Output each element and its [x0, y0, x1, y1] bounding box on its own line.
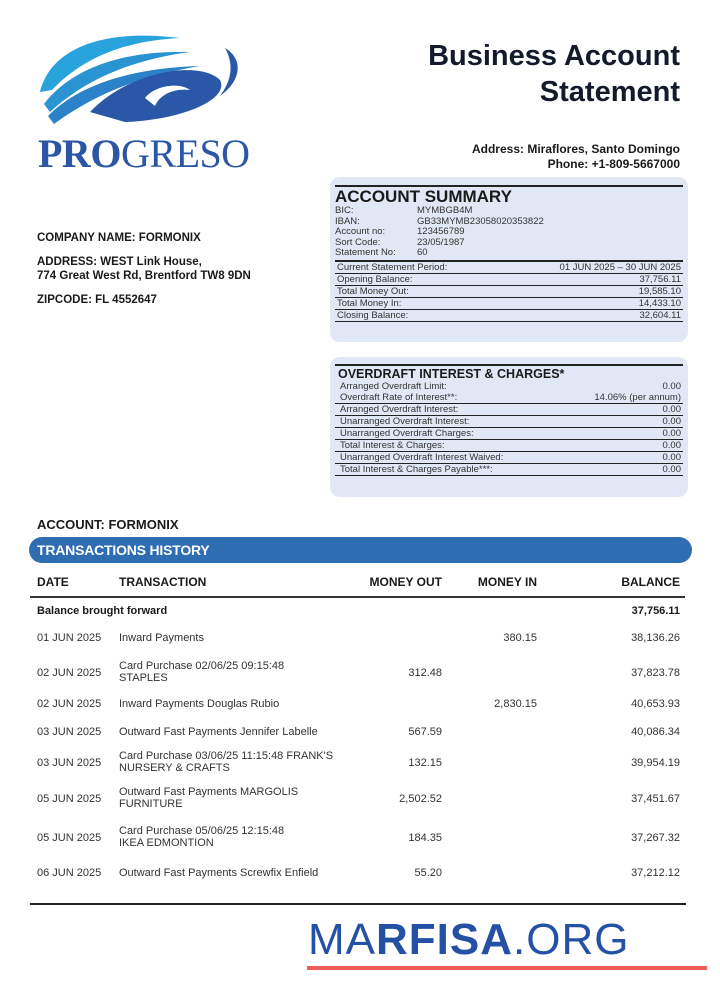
- transactions-history-header: [29, 537, 692, 563]
- transactions-table-header: [37, 575, 680, 593]
- company-address: [37, 255, 251, 283]
- summary-row-closing-balance: Closing Balance: 32,604.11: [337, 309, 681, 321]
- detail-sort-code: Sort Code: 23/05/1987: [335, 236, 465, 248]
- overdraft-row-waived: Unarranged Overdraft Interest Waived: 0.00: [335, 452, 683, 464]
- bank-name: PROGRESO: [38, 131, 250, 176]
- title-line-1: Business Account: [428, 40, 680, 72]
- col-money-out: MONEY OUT: [369, 575, 442, 589]
- account-label: ACCOUNT: FORMONIX: [37, 517, 179, 532]
- watermark-underline: [307, 966, 707, 970]
- bank-phone: Phone: +1-809-5667000: [547, 157, 680, 171]
- summary-row-money-in: Total Money In: 14,433.10: [337, 297, 681, 309]
- bank-address: Address: Miraflores, Santo Domingo: [471, 142, 680, 156]
- col-balance: BALANCE: [621, 575, 680, 589]
- overdraft-row-arranged-interest: Arranged Overdraft Interest: 0.00: [335, 404, 683, 416]
- detail-account-no: Account no: 123456789: [335, 226, 465, 237]
- table-bottom-divider: [30, 903, 686, 905]
- col-transaction: TRANSACTION: [119, 575, 207, 589]
- company-info: [37, 231, 251, 307]
- account-summary-panel: [330, 177, 688, 342]
- company-name: COMPANY NAME: FORMONIX: [37, 232, 201, 244]
- account-summary-title: ACCOUNT SUMMARY: [335, 185, 683, 206]
- col-date: DATE: [37, 575, 69, 589]
- bank-contact: [472, 142, 680, 172]
- transactions-history-title: TRANSACTIONS HISTORY: [37, 542, 210, 558]
- detail-statement-no: Statement No: 60: [335, 247, 428, 258]
- company-address-line-1: ADDRESS: WEST Link House,: [37, 256, 202, 268]
- col-money-in: MONEY IN: [477, 575, 537, 589]
- company-address-line-2: 774 Great West Rd, Brentford TW8 9DN: [37, 270, 251, 282]
- watermark-text: MARFISA.ORG: [308, 915, 630, 964]
- overdraft-row-unarranged-charges: Unarranged Overdraft Charges: 0.00: [335, 428, 683, 440]
- document-title: [428, 38, 680, 110]
- overdraft-title: OVERDRAFT INTEREST & CHARGES*: [335, 364, 683, 381]
- overdraft-row-limit: Arranged Overdraft Limit: 0.00: [340, 381, 681, 392]
- header-divider: [30, 596, 685, 598]
- summary-row-money-out: Total Money Out: 19,585.10: [337, 285, 681, 297]
- swoosh-logo-icon: [30, 20, 250, 130]
- detail-bic: BIC: MYMBGB4M: [335, 205, 473, 216]
- bank-logo: [30, 20, 250, 176]
- title-line-2: Statement: [539, 76, 680, 108]
- summary-row-period: Current Statement Period: 01 JUN 2025 – 30 JUN 2025: [337, 261, 681, 273]
- company-zipcode: ZIPCODE: FL 4552647: [37, 294, 157, 306]
- overdraft-row-unarranged-interest: Unarranged Overdraft Interest: 0.00: [335, 416, 683, 428]
- overdraft-row-payable: Total Interest & Charges Payable***: 0.00: [335, 464, 683, 476]
- summary-row-opening-balance: Opening Balance: 37,756.11: [337, 273, 681, 285]
- overdraft-panel: [330, 357, 688, 497]
- overdraft-row-rate: Overdraft Rate of Interest**: 14.06% (per annum): [335, 392, 683, 404]
- detail-iban: IBAN: GB33MYMB23058020353822: [335, 215, 544, 227]
- overdraft-row-total-interest: Total Interest & Charges: 0.00: [335, 440, 683, 452]
